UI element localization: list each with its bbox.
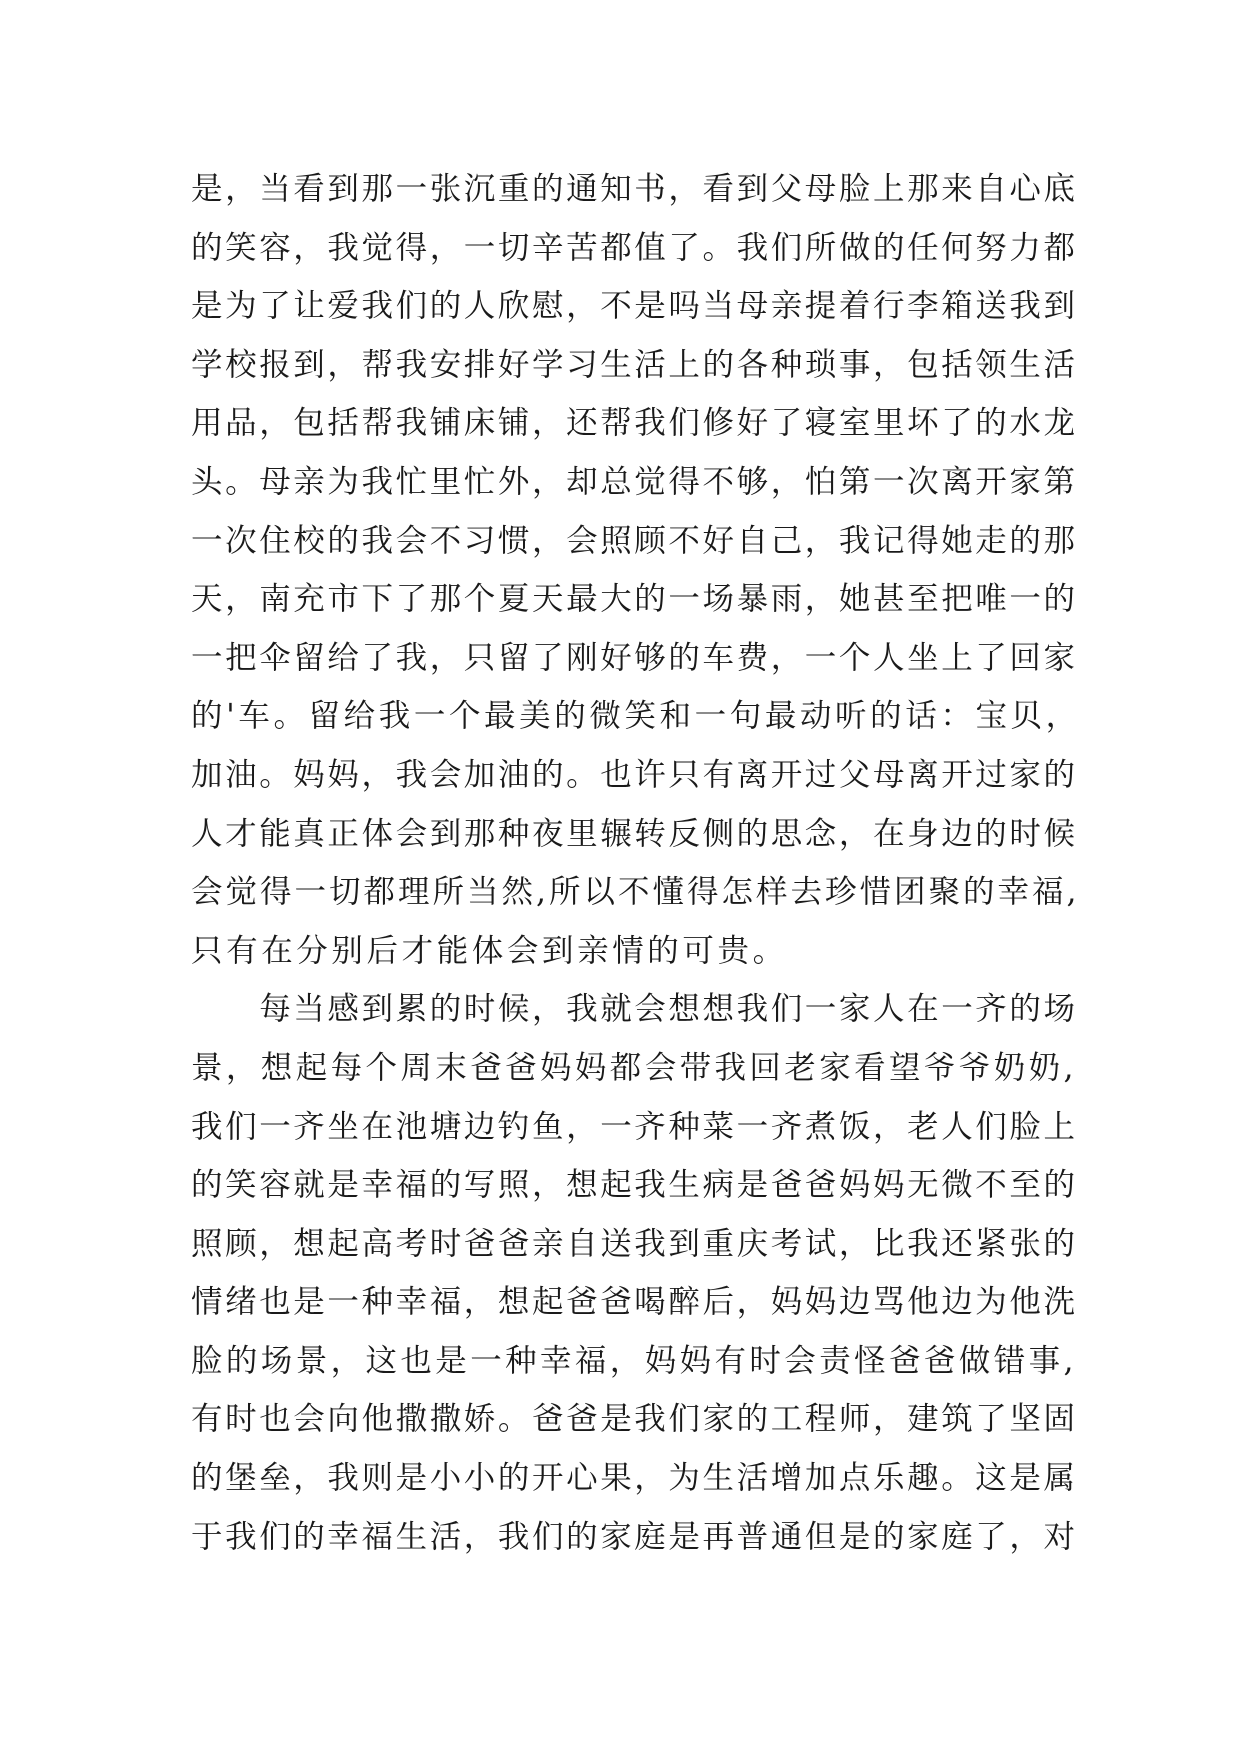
text-line: 的笑容就是幸福的写照，想起我生病是爸爸妈妈无微不至的	[191, 1167, 1078, 1204]
text-line: 头。母亲为我忙里忙外，却总觉得不够，怕第一次离开家第	[191, 463, 1078, 500]
text-line: 会觉得一切都理所当然,所以不懂得怎样去珍惜团聚的幸福,	[191, 874, 1080, 911]
text-line: 照顾，想起高考时爸爸亲自送我到重庆考试，比我还紧张的	[191, 1225, 1078, 1262]
text-line: 的'车。留给我一个最美的微笑和一句最动听的话：宝贝，	[191, 698, 1081, 735]
text-line: 情绪也是一种幸福，想起爸爸喝醉后，妈妈边骂他边为他洗	[191, 1284, 1078, 1321]
text-line: 脸的场景，这也是一种幸福，妈妈有时会责怪爸爸做错事,	[191, 1342, 1077, 1379]
text-line: 于我们的幸福生活，我们的家庭是再普通但是的家庭了，对	[191, 1518, 1078, 1555]
text-line: 景，想起每个周末爸爸妈妈都会带我回老家看望爷爷奶奶,	[191, 1049, 1077, 1086]
text-line: 天，南充市下了那个夏天最大的一场暴雨，她甚至把唯一的	[191, 581, 1078, 618]
text-line: 只有在分别后才能体会到亲情的可贵。	[191, 932, 788, 969]
body-text	[191, 160, 1081, 1566]
text-line: 的堡垒，我则是小小的开心果，为生活增加点乐趣。这是属	[191, 1460, 1078, 1497]
text-line: 人才能真正体会到那种夜里辗转反侧的思念，在身边的时候	[191, 815, 1078, 852]
text-line: 一把伞留给了我，只留了刚好够的车费，一个人坐上了回家	[191, 639, 1078, 676]
text-line: 每当感到累的时候，我就会想想我们一家人在一齐的场	[191, 991, 1078, 1028]
text-line: 有时也会向他撒撒娇。爸爸是我们家的工程师，建筑了坚固	[191, 1401, 1078, 1438]
text-line: 是为了让爱我们的人欣慰，不是吗当母亲提着行李箱送我到	[191, 288, 1078, 325]
text-line: 一次住校的我会不习惯，会照顾不好自己，我记得她走的那	[191, 522, 1078, 559]
text-line: 我们一齐坐在池塘边钓鱼，一齐种菜一齐煮饭，老人们脸上	[191, 1108, 1078, 1145]
text-line: 用品，包括帮我铺床铺，还帮我们修好了寝室里坏了的水龙	[191, 405, 1078, 442]
text-line: 的笑容，我觉得，一切辛苦都值了。我们所做的任何努力都	[191, 229, 1078, 266]
text-line: 学校报到，帮我安排好学习生活上的各种琐事，包括领生活	[191, 346, 1078, 383]
text-line: 是，当看到那一张沉重的通知书，看到父母脸上那来自心底	[191, 171, 1078, 207]
text-line: 加油。妈妈，我会加油的。也许只有离开过父母离开过家的	[191, 756, 1078, 793]
